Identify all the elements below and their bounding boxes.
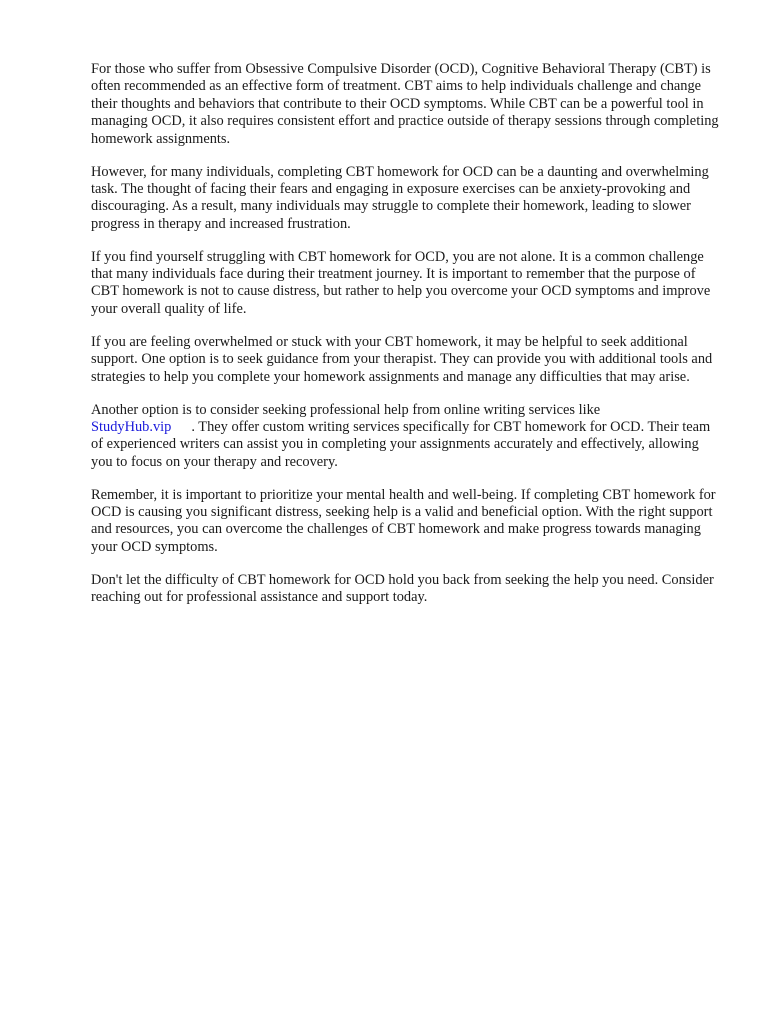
paragraph-support: If you are feeling overwhelmed or stuck with your CBT homework, it may be helpful to seek additional support. One option is to seek guidance from your therapist. They can provide you with additional tools and strategies to help you complete your homework assignments and manage any difficulties that may arise. <box>91 333 713 385</box>
document-page <box>91 61 721 622</box>
paragraph-prioritize: Remember, it is important to prioritize your mental health and well-being. If completing CBT homework for OCD is causing you significant distress, seeking help is a valid and beneficial option. With the right support and resources, you can overcome the challenges of CBT homework and make progress towards managing your OCD symptoms. <box>91 486 716 555</box>
link-paragraph-lead: Another option is to consider seeking professional help from online writing services like <box>91 401 601 418</box>
studyhub-link[interactable]: StudyHub.vip <box>91 418 172 435</box>
paragraph-intro: For those who suffer from Obsessive Compulsive Disorder (OCD), Cognitive Behavioral Therapy (CBT) is often recommended as an effective form of treatment. CBT aims to help individuals challenge and change their thoughts and behaviors that contribute to their OCD symptoms. While CBT can be a powerful tool in managing OCD, it also requires consistent effort and practice outside of therapy sessions through completing homework assignments. <box>91 61 719 147</box>
link-paragraph-rest: . They offer custom writing services specifically for CBT homework for OCD. Their team of experienced writers can assist you in completing your assignments accurately and effectively, allowing you to focus on your therapy and recovery. <box>91 418 711 470</box>
paragraph-writing-services <box>91 402 721 472</box>
paragraph-not-alone: If you find yourself struggling with CBT homework for OCD, you are not alone. It is a common challenge that many individuals face during their treatment journey. It is important to remember that the purpose of CBT homework is not to cause distress, but rather to help you overcome your OCD symptoms and improve your overall quality of life. <box>91 248 711 317</box>
paragraph-closing: Don't let the difficulty of CBT homework for OCD hold you back from seeking the help you need. Consider reaching out for professional assistance and support today. <box>91 571 714 606</box>
paragraph-challenges: However, for many individuals, completing CBT homework for OCD can be a daunting and overwhelming task. The thought of facing their fears and engaging in exposure exercises can be anxiety-provoking and discouraging. As a result, many individuals may struggle to complete their homework, leading to slower progress in therapy and increased frustration. <box>91 163 709 232</box>
